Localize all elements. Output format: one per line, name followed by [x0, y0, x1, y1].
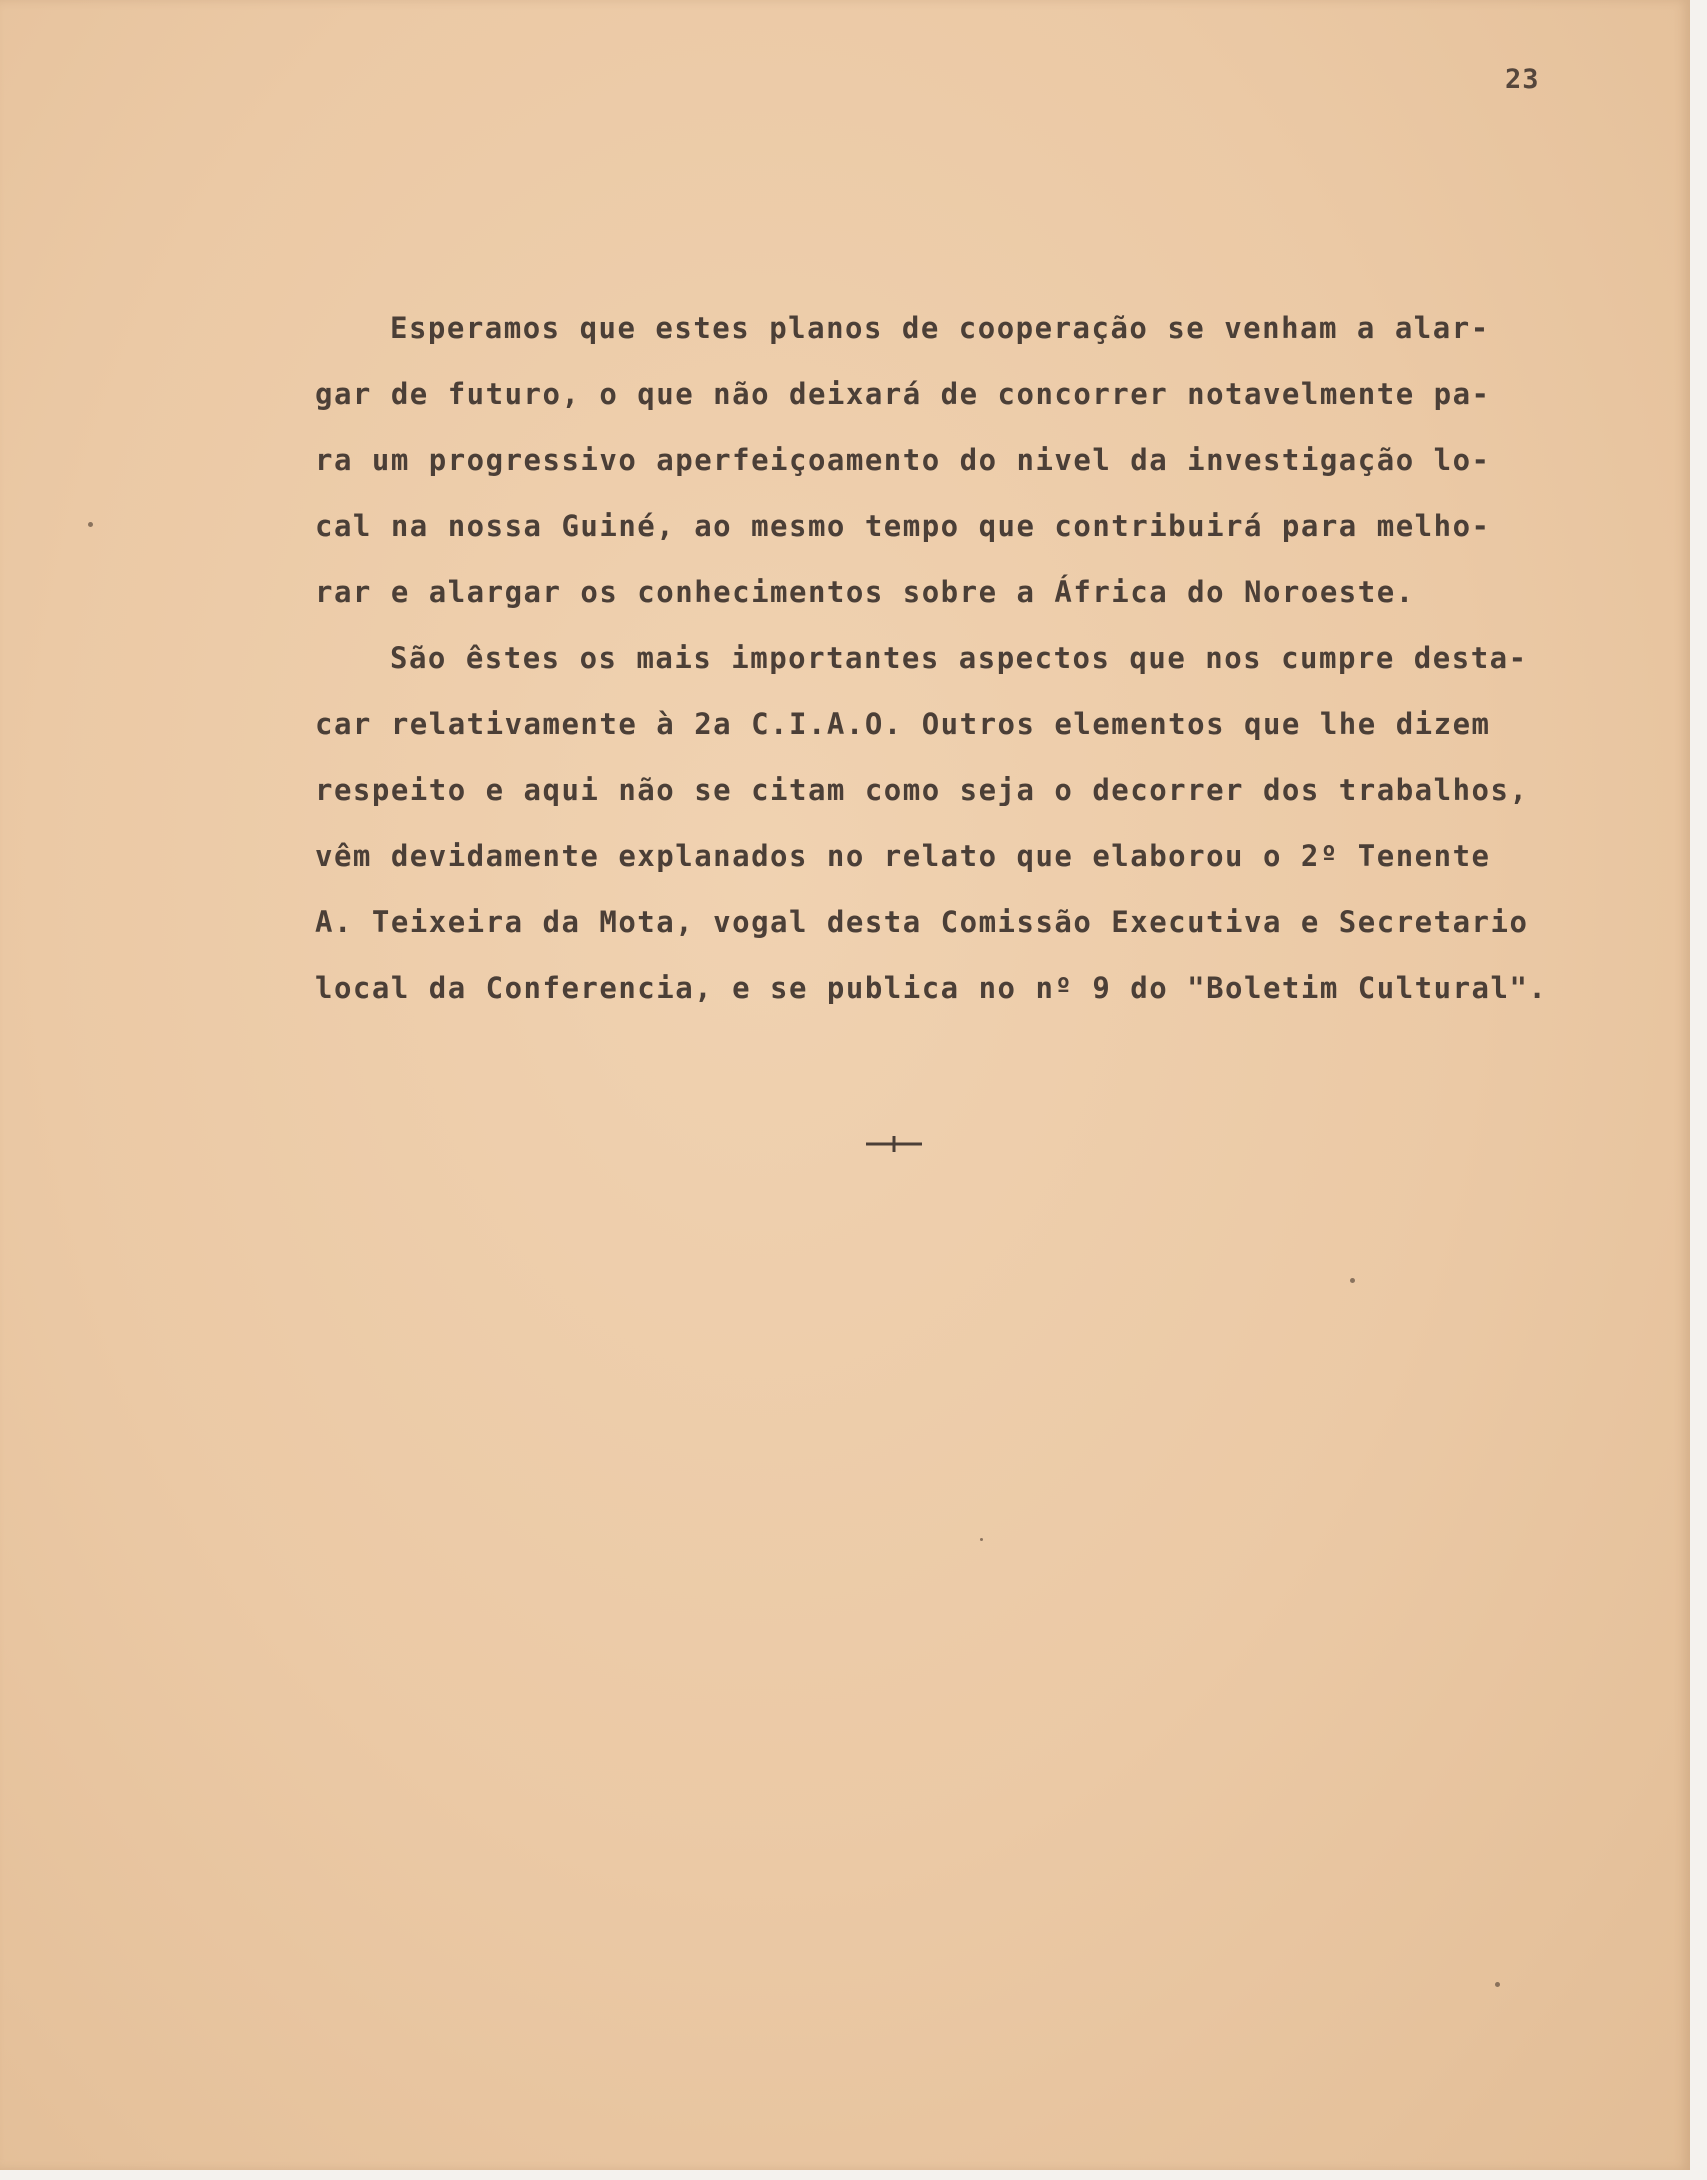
section-end-mark — [864, 1132, 924, 1156]
paragraph-2-line-1: São êstes os mais importantes aspectos que nos cumpre desta- — [390, 641, 1528, 675]
paragraph-1-line-5: rar e alargar os conhecimentos sobre a África do Noroeste. — [315, 575, 1415, 609]
paragraph-1-line-4: cal na nossa Guiné, ao mesmo tempo que contribuirá para melho- — [315, 509, 1491, 543]
paragraph-2-line-6: local da Conferencia, e se publica no nº 9 do "Boletim Cultural". — [315, 971, 1548, 1005]
paragraph-2-line-3: respeito e aqui não se citam como seja o decorrer dos trabalhos, — [315, 773, 1529, 807]
page-number: 23 — [1505, 64, 1540, 95]
paragraph-2-line-4: vêm devidamente explanados no relato que elaborou o 2º Tenente — [315, 839, 1491, 873]
paragraph-1-line-2: gar de futuro, o que não deixará de concorrer notavelmente pa- — [315, 377, 1491, 411]
scan-margin-right — [1690, 0, 1707, 2180]
scan-margin-bottom — [0, 2170, 1707, 2180]
paragraph-1-line-1: Esperamos que estes planos de cooperação se venham a alar- — [390, 311, 1490, 345]
body-text — [315, 295, 1615, 1021]
paragraph-1-line-3: ra um progressivo aperfeiçoamento do nivel da investigação lo- — [315, 443, 1491, 477]
paper-speck — [1350, 1278, 1355, 1283]
paper-speck — [88, 522, 93, 527]
paragraph-2-line-5: A. Teixeira da Mota, vogal desta Comissão Executiva e Secretario — [315, 905, 1529, 939]
paragraph-2-line-2: car relativamente à 2a C.I.A.O. Outros elementos que lhe dizem — [315, 707, 1491, 741]
paper-speck — [980, 1538, 983, 1541]
paper-speck — [1495, 1982, 1500, 1987]
